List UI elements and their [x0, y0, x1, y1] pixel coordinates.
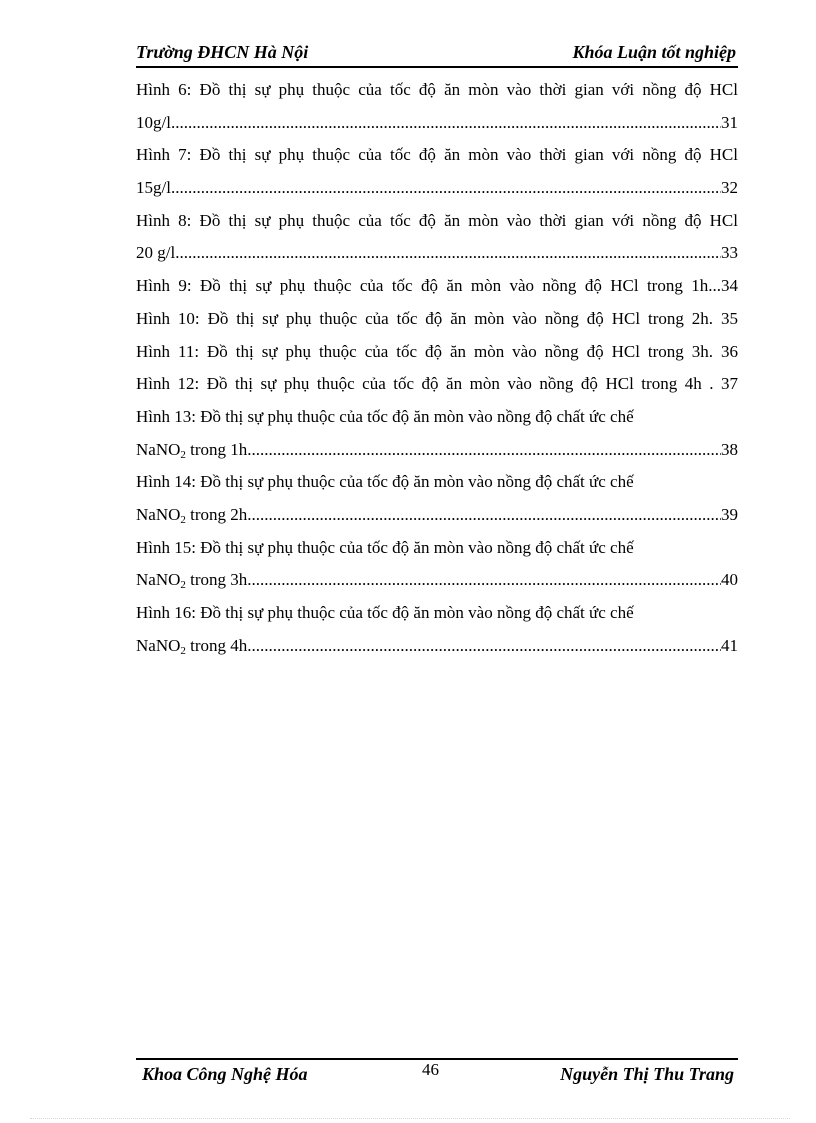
- toc-entry-15-label: NaNO$_2$ trong 3h.: [136, 570, 252, 592]
- toc-entry-8-page: 33: [721, 243, 738, 263]
- toc-entry-8-line2[interactable]: [136, 237, 738, 270]
- footer-faculty: Khoa Công Nghệ Hóa: [142, 1064, 308, 1084]
- toc-entry-7-line1[interactable]: Hình 7: Đồ thị sự phụ thuộc của tốc độ ăn mòn vào thời gian với nồng độ HCl: [136, 145, 738, 165]
- toc-entry-12[interactable]: Hình 12: Đồ thị sự phụ thuộc của tốc độ ăn mòn vào nồng độ HCl trong 4h . 37: [136, 374, 738, 394]
- toc-entry-14-line1[interactable]: Hình 14: Đồ thị sự phụ thuộc của tốc độ ăn mòn vào nồng độ chất ức chế: [136, 472, 634, 492]
- toc-entry-6-line2[interactable]: [136, 107, 738, 140]
- toc-entry-15-line2[interactable]: [136, 564, 738, 597]
- toc-entry-14-label: NaNO$_2$ trong 2h.: [136, 504, 252, 526]
- dot-leader: [171, 107, 721, 140]
- dot-leader: [171, 172, 721, 205]
- dot-leader: [252, 499, 721, 532]
- page-number: 46: [422, 1060, 439, 1079]
- toc-entry-14-line2[interactable]: [136, 499, 738, 532]
- toc-entry-7-line2[interactable]: [136, 172, 738, 205]
- header-school: Trường ĐHCN Hà Nội: [136, 42, 309, 62]
- toc-entry-16-line1[interactable]: Hình 16: Đồ thị sự phụ thuộc của tốc độ ăn mòn vào nồng độ chất ức chế: [136, 603, 634, 622]
- toc-entry-9[interactable]: Hình 9: Đồ thị sự phụ thuộc của tốc độ ăn mòn vào nồng độ HCl trong 1h...34: [136, 276, 738, 296]
- toc-entry-13-label: NaNO$_2$ trong 1h: [136, 439, 248, 461]
- toc-entry-8-label: 20 g/l: [136, 243, 176, 263]
- toc-entry-16-label: NaNO$_2$ trong 4h.: [136, 635, 252, 657]
- dot-leader: [252, 564, 721, 597]
- list-of-figures: [136, 74, 738, 662]
- dot-leader: [175, 237, 721, 270]
- toc-entry-16-line2[interactable]: [136, 630, 738, 663]
- dot-leader: [247, 434, 721, 467]
- page-header: [136, 40, 738, 68]
- header-thesis-title: Khóa Luận tốt nghiệp: [572, 42, 736, 62]
- toc-entry-7-page: 32: [721, 178, 738, 198]
- page-footer: [136, 1058, 738, 1092]
- toc-entry-10[interactable]: Hình 10: Đồ thị sự phụ thuộc của tốc độ ăn mòn vào nồng độ HCl trong 2h. 35: [136, 308, 738, 328]
- toc-entry-11[interactable]: Hình 11: Đồ thị sự phụ thuộc của tốc độ ăn mòn vào nồng độ HCl trong 3h. 36: [136, 341, 738, 361]
- page-edge-divider: [30, 1118, 790, 1120]
- toc-entry-15-page: 40: [721, 570, 738, 590]
- toc-entry-13-line2[interactable]: [136, 434, 738, 467]
- toc-entry-8-line1[interactable]: Hình 8: Đồ thị sự phụ thuộc của tốc độ ăn mòn vào thời gian với nồng độ HCl: [136, 210, 738, 230]
- toc-entry-13-line1[interactable]: Hình 13: Đồ thị sự phụ thuộc của tốc độ ăn mòn vào nồng độ chất ức chế: [136, 406, 634, 426]
- dot-leader: [252, 630, 721, 663]
- footer-author: Nguyễn Thị Thu Trang: [560, 1064, 734, 1084]
- toc-entry-15-line1[interactable]: Hình 15: Đồ thị sự phụ thuộc của tốc độ ăn mòn vào nồng độ chất ức chế: [136, 537, 634, 557]
- toc-entry-6-label: 10g/l: [136, 112, 171, 132]
- toc-entry-6-line1[interactable]: Hình 6: Đồ thị sự phụ thuộc của tốc độ ăn mòn vào thời gian với nồng độ HCl: [136, 80, 738, 99]
- toc-entry-13-page: 38: [721, 439, 738, 459]
- toc-entry-16-page: 41: [721, 635, 738, 655]
- toc-entry-7-label: 15g/l: [136, 178, 171, 198]
- toc-entry-6-page: 31: [721, 112, 738, 132]
- toc-entry-14-page: 39: [721, 504, 738, 524]
